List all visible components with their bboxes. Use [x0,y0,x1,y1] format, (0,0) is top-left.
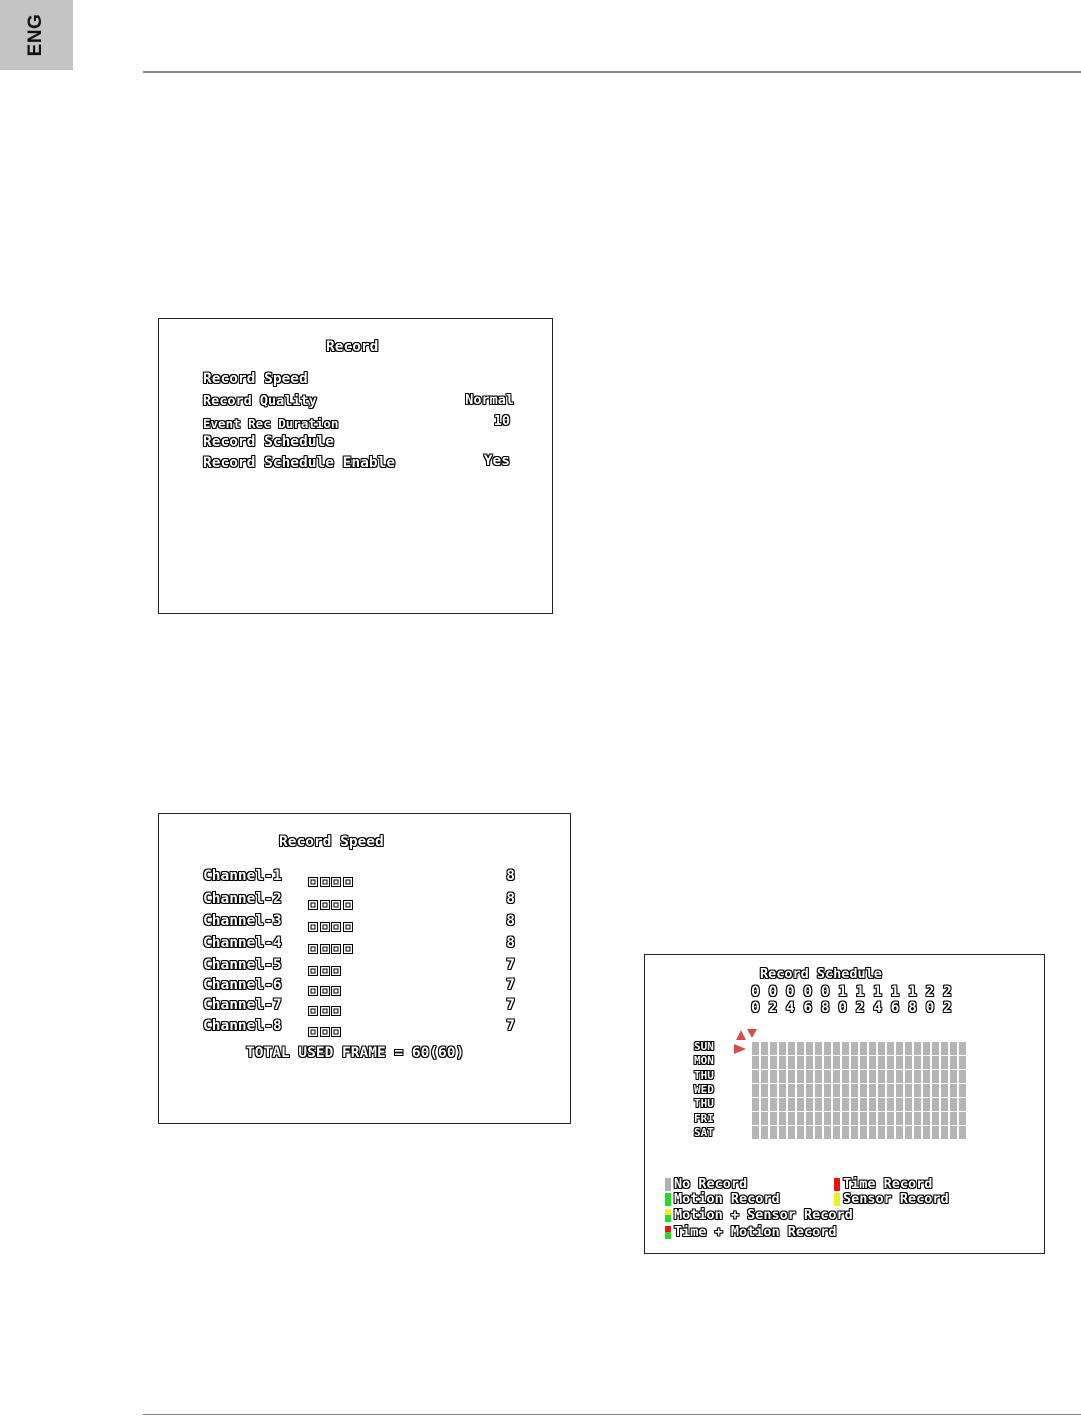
channel-label[interactable]: Channel-2 [203,891,282,907]
legend-swatch [665,1226,671,1239]
schedule-cell[interactable] [869,1112,876,1125]
schedule-cell[interactable] [761,1042,768,1055]
schedule-cell[interactable] [833,1084,840,1097]
channel-value: 8 [506,868,515,884]
total-used-frame: TOTAL USED FRAME = 60(60) [246,1045,465,1061]
schedule-cell[interactable] [797,1098,804,1111]
schedule-cell[interactable] [950,1126,957,1139]
schedule-cell[interactable] [788,1056,795,1069]
channel-label[interactable]: Channel-4 [203,935,282,951]
schedule-cell[interactable] [896,1070,903,1083]
schedule-cell[interactable] [923,1070,930,1083]
channel-value: 8 [506,913,515,929]
channel-label[interactable]: Channel-8 [203,1018,282,1034]
schedule-cell[interactable] [797,1126,804,1139]
schedule-cell[interactable] [761,1084,768,1097]
schedule-cell[interactable] [869,1056,876,1069]
speed-bar-segment [343,944,353,954]
schedule-cell[interactable] [815,1084,822,1097]
schedule-cell[interactable] [752,1070,759,1083]
speed-bar-segment [320,1006,330,1016]
schedule-cell[interactable] [824,1084,831,1097]
schedule-cell[interactable] [824,1070,831,1083]
schedule-cell[interactable] [833,1112,840,1125]
schedule-cell[interactable] [824,1126,831,1139]
schedule-cell[interactable] [914,1098,921,1111]
schedule-cell[interactable] [878,1042,885,1055]
speed-bar-segment [331,966,341,976]
legend-swatch [665,1178,671,1191]
schedule-cell[interactable] [914,1056,921,1069]
speed-bar [308,960,343,979]
speed-bar [308,1021,343,1040]
schedule-cell[interactable] [842,1042,849,1055]
speed-bar [308,1000,343,1019]
legend-label: No Record [674,1176,748,1192]
legend-item [834,1176,932,1192]
schedule-cell[interactable] [896,1084,903,1097]
schedule-cell[interactable] [842,1056,849,1069]
schedule-cell[interactable] [815,1098,822,1111]
schedule-cell[interactable] [779,1098,786,1111]
schedule-cell[interactable] [941,1126,948,1139]
schedule-cell[interactable] [923,1112,930,1125]
schedule-cell[interactable] [923,1084,930,1097]
schedule-cell[interactable] [806,1112,813,1125]
schedule-cell[interactable] [770,1098,777,1111]
schedule-cell[interactable] [806,1042,813,1055]
schedule-cell[interactable] [842,1098,849,1111]
schedule-cell[interactable] [941,1084,948,1097]
schedule-cell[interactable] [959,1070,966,1083]
schedule-cell[interactable] [941,1056,948,1069]
schedule-cell[interactable] [878,1112,885,1125]
schedule-cell[interactable] [752,1084,759,1097]
channel-label[interactable]: Channel-1 [203,868,282,884]
legend-label: Time + Motion Record [674,1224,837,1240]
schedule-cell[interactable] [761,1098,768,1111]
schedule-cell[interactable] [959,1112,966,1125]
schedule-cell[interactable] [905,1098,912,1111]
speed-bar-segment [343,900,353,910]
schedule-cell[interactable] [842,1070,849,1083]
record-speed-screen [158,813,571,1124]
schedule-cell[interactable] [797,1112,804,1125]
hour-labels-units: 0 2 4 6 8 0 2 4 6 8 0 2 [751,1000,952,1016]
schedule-cell[interactable] [752,1042,759,1055]
menu-item-record-quality[interactable]: Record Quality [203,393,317,409]
schedule-cell[interactable] [950,1042,957,1055]
schedule-cell[interactable] [914,1070,921,1083]
schedule-cell[interactable] [860,1112,867,1125]
schedule-cell[interactable] [752,1098,759,1111]
schedule-cell[interactable] [950,1112,957,1125]
schedule-cell[interactable] [815,1056,822,1069]
schedule-cell[interactable] [824,1098,831,1111]
schedule-cell[interactable] [941,1042,948,1055]
legend-item [834,1191,949,1207]
schedule-cell[interactable] [950,1084,957,1097]
schedule-cell[interactable] [815,1126,822,1139]
schedule-cell[interactable] [770,1084,777,1097]
schedule-cell[interactable] [824,1042,831,1055]
schedule-cell[interactable] [797,1070,804,1083]
schedule-cell[interactable] [959,1042,966,1055]
day-label: SAT [694,1125,714,1139]
legend-item [665,1224,837,1240]
schedule-cell[interactable] [788,1042,795,1055]
menu-item-record-schedule-enable[interactable]: Record Schedule Enable [203,455,396,471]
schedule-cell[interactable] [752,1112,759,1125]
schedule-cell[interactable] [806,1056,813,1069]
speed-bar-segment [320,922,330,932]
schedule-cell[interactable] [851,1070,858,1083]
schedule-cell[interactable] [779,1112,786,1125]
channel-label[interactable]: Channel-3 [203,913,282,929]
cursor-right-icon [734,1044,746,1054]
speed-bar-segment [331,986,341,996]
schedule-cell[interactable] [941,1098,948,1111]
speed-bar-segment [320,944,330,954]
schedule-cell[interactable] [752,1126,759,1139]
day-label: SUN [694,1040,714,1053]
schedule-cell[interactable] [797,1042,804,1055]
schedule-cell[interactable] [905,1112,912,1125]
schedule-cell[interactable] [806,1126,813,1139]
channel-label[interactable]: Channel-6 [203,977,282,993]
speed-bar-segment [308,877,318,887]
legend-label: Sensor Record [843,1191,949,1207]
schedule-cell[interactable] [788,1098,795,1111]
channel-value: 7 [506,977,515,993]
schedule-cell[interactable] [797,1056,804,1069]
speed-bar-segment [320,900,330,910]
schedule-cell[interactable] [833,1098,840,1111]
schedule-cell[interactable] [815,1070,822,1083]
schedule-cell[interactable] [788,1112,795,1125]
speed-bar-segment [331,1006,341,1016]
schedule-cell[interactable] [923,1098,930,1111]
record-schedule-title: Record Schedule [760,966,882,982]
schedule-cell[interactable] [959,1098,966,1111]
schedule-cell[interactable] [878,1070,885,1083]
schedule-cell[interactable] [770,1056,777,1069]
schedule-cell[interactable] [842,1084,849,1097]
schedule-cell[interactable] [761,1126,768,1139]
speed-bar-segment [331,922,341,932]
schedule-cell[interactable] [788,1084,795,1097]
schedule-cell[interactable] [932,1112,939,1125]
schedule-cell[interactable] [950,1070,957,1083]
schedule-cell[interactable] [842,1126,849,1139]
legend-item [665,1176,747,1192]
schedule-cell[interactable] [842,1112,849,1125]
schedule-cell[interactable] [905,1070,912,1083]
schedule-cell[interactable] [779,1056,786,1069]
schedule-cell[interactable] [887,1126,894,1139]
channel-value: 7 [506,997,515,1013]
schedule-cell[interactable] [905,1084,912,1097]
speed-bar-segment [320,966,330,976]
schedule-cell[interactable] [914,1084,921,1097]
schedule-cell[interactable] [869,1126,876,1139]
schedule-cell[interactable] [770,1070,777,1083]
channel-value: 7 [506,957,515,973]
schedule-cell[interactable] [914,1042,921,1055]
legend-swatch [665,1209,671,1222]
day-label: MON [694,1054,714,1068]
schedule-cell[interactable] [806,1098,813,1111]
language-tab [0,0,73,70]
schedule-cell[interactable] [860,1070,867,1083]
day-label: WED [694,1082,714,1096]
speed-bar-segment [308,900,318,910]
schedule-cell[interactable] [860,1126,867,1139]
legend-label: Motion Record [674,1191,780,1207]
schedule-cell[interactable] [752,1056,759,1069]
day-label: THU [694,1068,714,1082]
channel-value: 8 [506,935,515,951]
legend-swatch [834,1193,840,1206]
speed-bar [308,894,354,913]
schedule-cell[interactable] [851,1126,858,1139]
schedule-cell[interactable] [779,1042,786,1055]
speed-bar-segment [320,986,330,996]
schedule-cell[interactable] [887,1098,894,1111]
schedule-cell[interactable] [833,1042,840,1055]
language-tab-label: ENG [25,13,46,57]
schedule-cell[interactable] [869,1070,876,1083]
day-label: THU [694,1097,714,1111]
schedule-cell[interactable] [887,1084,894,1097]
schedule-cell[interactable] [959,1084,966,1097]
schedule-cell[interactable] [815,1112,822,1125]
schedule-cell[interactable] [833,1056,840,1069]
schedule-cell[interactable] [887,1112,894,1125]
schedule-cell[interactable] [932,1084,939,1097]
schedule-cell[interactable] [779,1084,786,1097]
schedule-cell[interactable] [932,1126,939,1139]
speed-bar-segment [343,922,353,932]
speed-bar-segment [331,1027,341,1037]
schedule-cell[interactable] [887,1056,894,1069]
schedule-cell[interactable] [851,1112,858,1125]
cursor-down-icon [747,1029,757,1038]
cursor-up-icon [736,1030,746,1040]
record-menu-title: Record [326,339,379,355]
menu-item-record-speed[interactable]: Record Speed [203,371,308,387]
schedule-cell[interactable] [851,1098,858,1111]
schedule-cell[interactable] [860,1084,867,1097]
schedule-cell[interactable] [770,1112,777,1125]
event-rec-duration-value: 10 [493,413,510,429]
speed-bar-segment [308,1006,318,1016]
schedule-cell[interactable] [923,1042,930,1055]
speed-bar-segment [308,922,318,932]
day-label: FRI [694,1111,714,1125]
schedule-cell[interactable] [959,1056,966,1069]
speed-bar-segment [308,1027,318,1037]
schedule-cell[interactable] [761,1070,768,1083]
schedule-cell[interactable] [824,1112,831,1125]
schedule-cell[interactable] [878,1084,885,1097]
speed-bar-segment [320,877,330,887]
header-rule [143,71,1081,73]
schedule-cell[interactable] [770,1126,777,1139]
schedule-cell[interactable] [860,1042,867,1055]
schedule-cell[interactable] [950,1098,957,1111]
schedule-cell[interactable] [950,1056,957,1069]
hour-labels-tens: 0 0 0 0 0 1 1 1 1 1 2 2 [751,984,952,1000]
schedule-cell[interactable] [797,1084,804,1097]
schedule-cell[interactable] [806,1084,813,1097]
schedule-cell[interactable] [878,1126,885,1139]
schedule-cell[interactable] [779,1070,786,1083]
schedule-cell[interactable] [896,1098,903,1111]
speed-bar [308,871,354,890]
schedule-cell[interactable] [896,1112,903,1125]
schedule-cell[interactable] [761,1112,768,1125]
schedule-cell[interactable] [905,1056,912,1069]
speed-bar-segment [331,944,341,954]
schedule-cell[interactable] [869,1084,876,1097]
schedule-cell[interactable] [887,1070,894,1083]
schedule-cell[interactable] [770,1042,777,1055]
menu-item-record-schedule[interactable]: Record Schedule [203,434,334,450]
schedule-grid[interactable] [752,1042,966,1139]
record-speed-title: Record Speed [279,834,384,850]
schedule-cell[interactable] [761,1056,768,1069]
record-schedule-enable-value: Yes [483,453,510,469]
schedule-cell[interactable] [932,1070,939,1083]
record-menu-screen [158,318,553,614]
channel-label[interactable]: Channel-5 [203,957,282,973]
schedule-cell[interactable] [932,1098,939,1111]
channel-value: 8 [506,891,515,907]
schedule-cell[interactable] [932,1042,939,1055]
schedule-cell[interactable] [941,1070,948,1083]
schedule-cell[interactable] [869,1042,876,1055]
speed-bar [308,938,354,957]
schedule-cell[interactable] [896,1126,903,1139]
schedule-cell[interactable] [914,1126,921,1139]
schedule-cell[interactable] [860,1098,867,1111]
legend-swatch [665,1193,671,1206]
schedule-cell[interactable] [887,1042,894,1055]
schedule-cell[interactable] [860,1056,867,1069]
legend-swatch [834,1178,840,1191]
legend-label: Motion + Sensor Record [674,1207,853,1223]
record-quality-value: Normal [465,392,514,408]
schedule-cell[interactable] [896,1042,903,1055]
speed-bar-segment [331,900,341,910]
speed-bar-segment [320,1027,330,1037]
channel-value: 7 [506,1018,515,1034]
legend-item [665,1207,853,1223]
schedule-cell[interactable] [959,1126,966,1139]
schedule-cell[interactable] [905,1126,912,1139]
schedule-cell[interactable] [779,1126,786,1139]
schedule-cell[interactable] [905,1042,912,1055]
speed-bar [308,916,354,935]
speed-bar-segment [343,877,353,887]
legend-label: Time Record [843,1176,933,1192]
schedule-cell[interactable] [788,1070,795,1083]
speed-bar-segment [331,877,341,887]
schedule-cell[interactable] [833,1126,840,1139]
schedule-cell[interactable] [932,1056,939,1069]
schedule-cell[interactable] [833,1070,840,1083]
schedule-cell[interactable] [923,1056,930,1069]
schedule-cell[interactable] [896,1056,903,1069]
schedule-cell[interactable] [914,1112,921,1125]
schedule-cell[interactable] [878,1056,885,1069]
schedule-cell[interactable] [923,1126,930,1139]
schedule-cell[interactable] [824,1056,831,1069]
footer-rule [143,1414,1081,1415]
schedule-cell[interactable] [788,1126,795,1139]
speed-bar [308,980,343,999]
record-schedule-screen [644,954,1045,1254]
legend-item [665,1191,780,1207]
schedule-cell[interactable] [851,1056,858,1069]
speed-bar-segment [308,986,318,996]
speed-bar-segment [308,944,318,954]
schedule-cell[interactable] [878,1098,885,1111]
speed-bar-segment [308,966,318,976]
schedule-cell[interactable] [869,1098,876,1111]
schedule-cell[interactable] [851,1084,858,1097]
schedule-cell[interactable] [815,1042,822,1055]
schedule-cell[interactable] [806,1070,813,1083]
schedule-cell[interactable] [941,1112,948,1125]
schedule-cell[interactable] [851,1042,858,1055]
channel-label[interactable]: Channel-7 [203,997,282,1013]
menu-item-event-rec-duration[interactable]: Event Rec Duration [203,416,339,431]
